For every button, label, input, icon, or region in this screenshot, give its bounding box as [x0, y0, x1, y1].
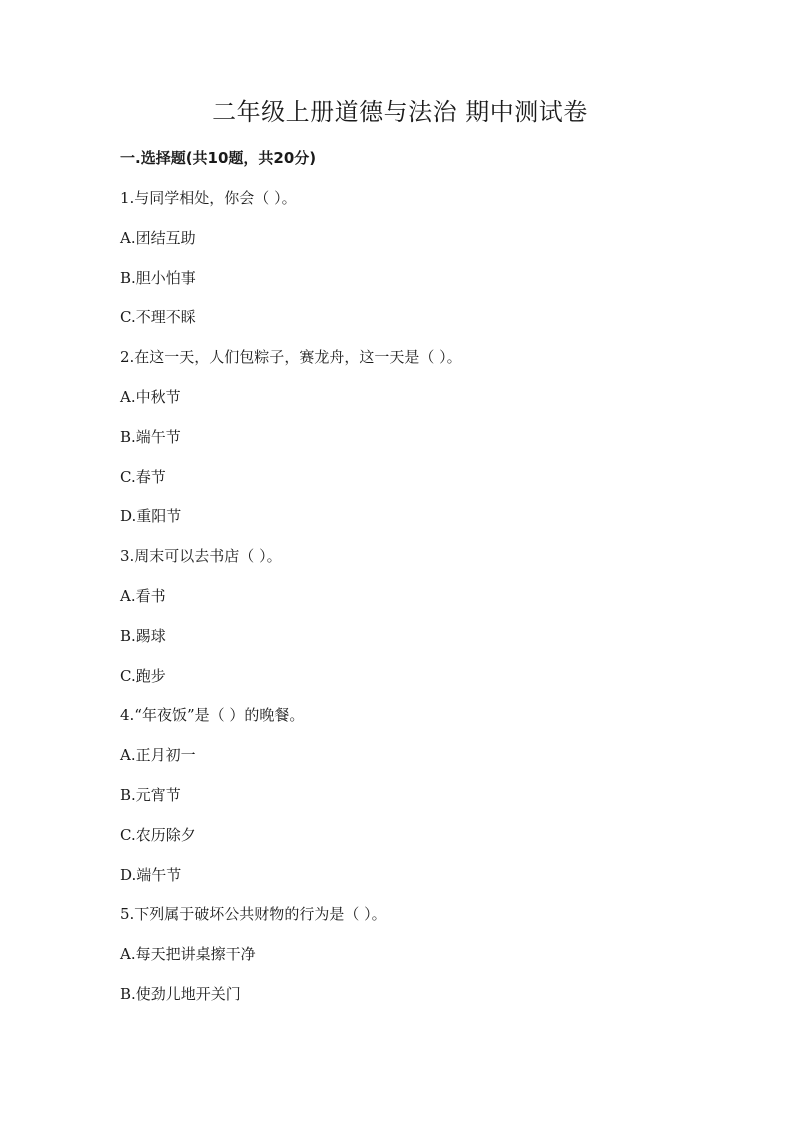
question-3-stem: 3.周末可以去书店（ ）。 [120, 547, 282, 566]
question-4-option-c: C.农历除夕 [120, 825, 196, 844]
question-2-stem: 2.在这一天，人们包粽子，赛龙舟，这一天是（ ）。 [120, 348, 462, 367]
question-5-stem: 5.下列属于破坏公共财物的行为是（ ）。 [120, 905, 387, 924]
question-list [120, 186, 720, 1022]
question-1-option-b: B.胆小怕事 [120, 268, 196, 287]
question-2-option-b: B.端午节 [120, 427, 181, 446]
page-title: 二年级上册道德与法治 期中测试卷 [212, 98, 588, 126]
section-heading: 一.选择题(共10题，共20分) [120, 149, 317, 167]
question-4-option-d: D.端午节 [120, 865, 182, 884]
question-4-stem: 4.“年夜饭”是（ ）的晚餐。 [120, 706, 305, 725]
question-3-option-c: C.跑步 [120, 666, 166, 685]
question-1-option-c: C.不理不睬 [120, 308, 196, 327]
question-2-option-d: D.重阳节 [120, 507, 182, 526]
question-3-option-a: A.看书 [120, 586, 166, 605]
question-1-option-a: A.团结互助 [120, 228, 196, 247]
question-1-stem: 1.与同学相处，你会（ ）。 [120, 189, 297, 207]
question-2-option-c: C.春节 [120, 467, 166, 486]
question-3-option-b: B.踢球 [120, 626, 166, 645]
question-5-option-a: A.每天把讲桌擦干净 [120, 945, 256, 964]
question-2-option-a: A.中秋节 [120, 387, 181, 406]
question-5-option-b: B.使劲儿地开关门 [120, 984, 241, 1003]
question-4-option-a: A.正月初一 [120, 746, 196, 765]
question-4-option-b: B.元宵节 [120, 785, 181, 804]
